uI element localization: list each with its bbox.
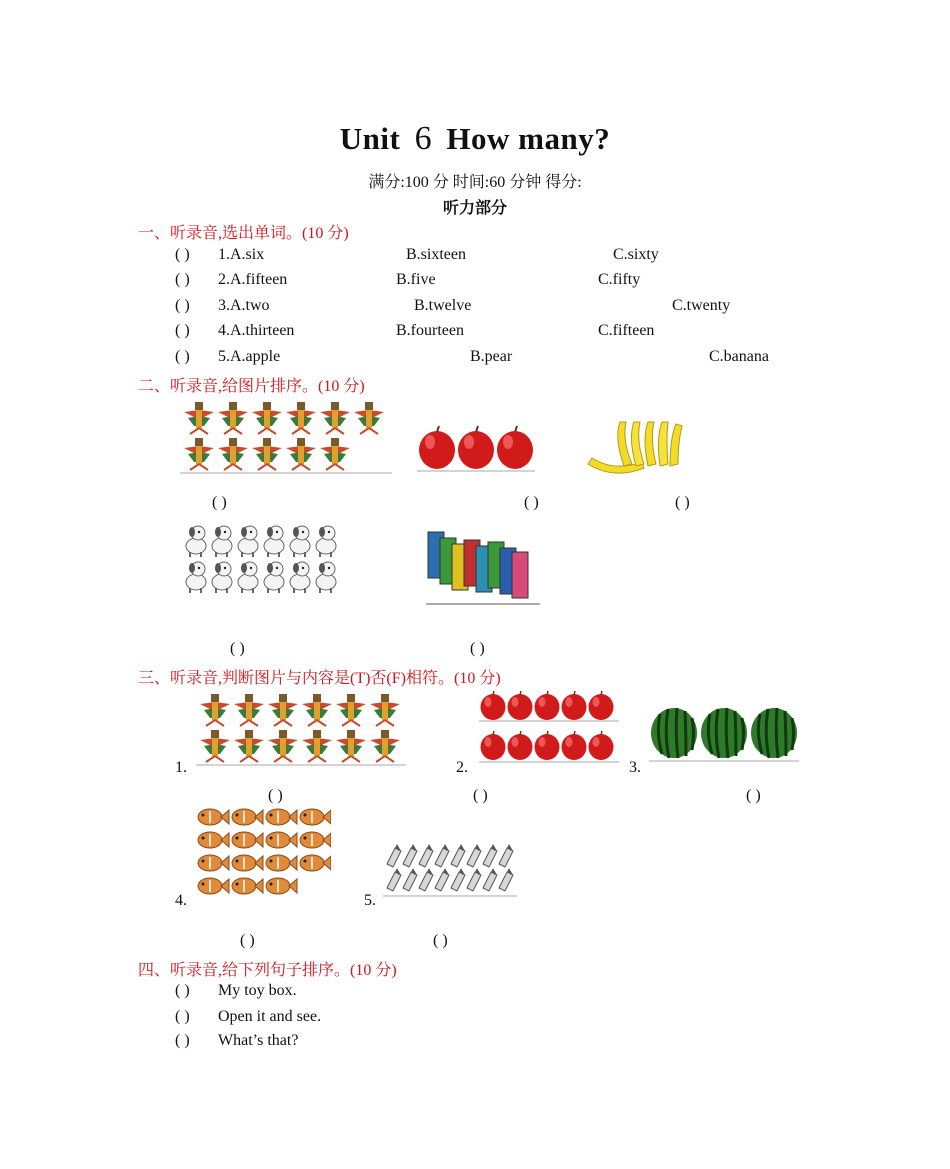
- section-3-heading: 三、听录音,判断图片与内容是(T)否(F)相符。(10 分): [138, 670, 501, 687]
- s2-dogs-picture: [184, 522, 340, 596]
- page-title: [0, 120, 950, 158]
- s1-item-4-a: 4.A.thirteen: [218, 322, 295, 339]
- s1-item-5-b: B.pear: [470, 348, 513, 365]
- s1-item-2-c: C.fifty: [598, 271, 641, 288]
- s4-item-1-text: My toy box.: [218, 982, 297, 999]
- part-heading: 听力部分: [442, 200, 507, 217]
- s2-blank-5[interactable]: ( ): [470, 640, 485, 657]
- section-2-heading: 二、听录音,给图片排序。(10 分): [138, 378, 365, 395]
- s2-blank-1[interactable]: ( ): [212, 494, 227, 511]
- s3-blank-1[interactable]: ( ): [268, 787, 283, 804]
- s3-pencils-picture: [383, 838, 519, 898]
- s1-item-5-paren[interactable]: ( ): [175, 348, 190, 365]
- s3-watermelons-picture: [649, 706, 801, 762]
- s2-bananas-picture: [584, 418, 688, 476]
- s2-apples-picture: [417, 424, 537, 472]
- s1-item-4-b: B.fourteen: [396, 322, 464, 339]
- s1-item-4-paren[interactable]: ( ): [175, 322, 190, 339]
- s1-item-5-c: C.banana: [709, 348, 769, 365]
- s3-fish-picture: [195, 806, 331, 900]
- s3-blank-4[interactable]: ( ): [240, 932, 255, 949]
- s2-blank-4[interactable]: ( ): [230, 640, 245, 657]
- s4-item-2-text: Open it and see.: [218, 1008, 322, 1025]
- s3-blank-5[interactable]: ( ): [433, 932, 448, 949]
- s1-item-5-a: 5.A.apple: [218, 348, 281, 365]
- s1-item-2-b: B.five: [396, 271, 436, 288]
- s1-item-2-paren[interactable]: ( ): [175, 271, 190, 288]
- s1-item-3-c: C.twenty: [672, 297, 731, 314]
- title-word: Unit: [339, 121, 401, 156]
- s3-label-2: 2.: [456, 759, 468, 776]
- s2-blank-2[interactable]: ( ): [524, 494, 539, 511]
- s1-item-1-paren[interactable]: ( ): [175, 246, 190, 263]
- s3-label-4: 4.: [175, 892, 187, 909]
- s3-label-1: 1.: [175, 759, 187, 776]
- title-rest: How many?: [446, 121, 611, 156]
- s4-item-3-paren[interactable]: ( ): [175, 1032, 190, 1049]
- s1-item-3-a: 3.A.two: [218, 297, 270, 314]
- exam-meta: 满分:100 分 时间:60 分钟 得分:: [368, 174, 582, 191]
- s3-apples-picture: [479, 688, 621, 764]
- section-4-heading: 四、听录音,给下列句子排序。(10 分): [138, 962, 397, 979]
- s1-item-3-b: B.twelve: [414, 297, 472, 314]
- s2-kites-picture: [180, 398, 394, 474]
- s3-label-5: 5.: [364, 892, 376, 909]
- section-1-heading: 一、听录音,选出单词。(10 分): [138, 225, 349, 242]
- s1-item-1-b: B.sixteen: [406, 246, 466, 263]
- s1-item-1-a: 1.A.six: [218, 246, 265, 263]
- s3-label-3: 3.: [629, 759, 641, 776]
- s3-kites-picture: [196, 690, 408, 766]
- s1-item-2-a: 2.A.fifteen: [218, 271, 288, 288]
- s1-item-3-paren[interactable]: ( ): [175, 297, 190, 314]
- s3-blank-2[interactable]: ( ): [473, 787, 488, 804]
- title-number: 6: [414, 120, 433, 157]
- s4-item-3-text: What’s that?: [218, 1032, 299, 1049]
- s2-books-picture: [426, 522, 542, 606]
- s3-blank-3[interactable]: ( ): [746, 787, 761, 804]
- s1-item-4-c: C.fifteen: [598, 322, 655, 339]
- s2-blank-3[interactable]: ( ): [675, 494, 690, 511]
- s4-item-1-paren[interactable]: ( ): [175, 982, 190, 999]
- s1-item-1-c: C.sixty: [613, 246, 659, 263]
- s4-item-2-paren[interactable]: ( ): [175, 1008, 190, 1025]
